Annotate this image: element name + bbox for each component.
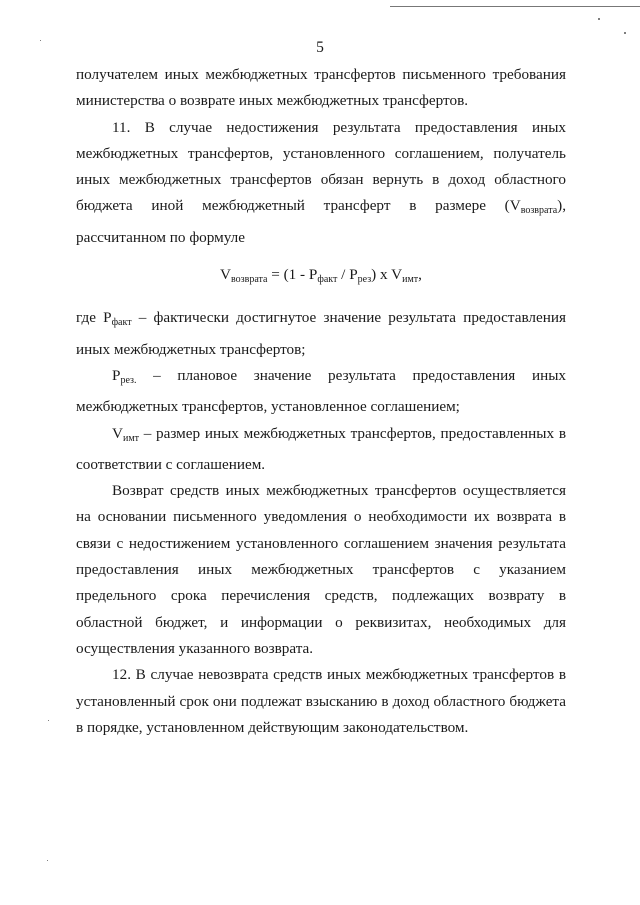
formula (76, 262, 566, 293)
scan-speck (598, 18, 600, 20)
formula-r-sub: рез (357, 274, 372, 286)
scan-speck (624, 32, 626, 34)
formula-i-sub: имт (402, 274, 419, 286)
definition-prez-text: – плановое значение результата предоставления иных межбюджетных трансфертов, установленное соглашением; (76, 366, 566, 416)
formula-part-2: / P (337, 266, 358, 284)
formula-v-sub: возврата (231, 274, 268, 286)
scan-speck (47, 860, 48, 861)
definition-pfakt (76, 305, 566, 363)
scan-edge-line (390, 6, 640, 7)
page-number: 5 (316, 39, 324, 56)
definition-prez (76, 363, 566, 421)
paragraph-item-12: 12. В случае невозврата средств иных межбюджетных трансфертов в установленный срок они подлежат взысканию в доход областного бюджета в порядке, установленном действующим законодательством. (76, 666, 566, 736)
definition-vimt-sub: имт (122, 432, 140, 444)
document-body (76, 62, 566, 741)
formula-v: V (220, 266, 231, 284)
formula-part-3: ) x V (371, 266, 403, 284)
definition-prez-lead: P (112, 366, 121, 384)
definition-pfakt-lead: где P (76, 309, 112, 327)
definition-pfakt-text: – фактически достигнутое значение результата предоставления иных межбюджетных трансфертов; (76, 309, 566, 358)
definition-prez-sub: рез. (120, 374, 137, 386)
definition-pfakt-sub: факт (111, 317, 132, 329)
paragraph-item-11-text: 11. В случае недостижения результата предоставления иных межбюджетных трансфертов, установленного соглашением, получатель иных межбюджетных трансфертов обязан вернуть в доход областного бюджета иной межбюджетный трансферт в размере (V (76, 118, 566, 215)
formula-p-sub: факт (317, 274, 338, 286)
scan-speck (48, 720, 49, 721)
subscript-vozvrata: возврата (520, 205, 558, 217)
definition-vimt (76, 421, 566, 479)
paragraph-item-11-tail: ), рассчитанном по формуле (76, 197, 566, 246)
formula-part-1: = (1 - P (267, 266, 318, 284)
formula-end: , (418, 266, 422, 284)
definition-vimt-lead: V (112, 424, 123, 442)
paragraph-refund: Возврат средств иных межбюджетных трансфертов осуществляется на основании письменного уведомления о необходимости их возврата в связи с недостижением установленного соглашением значения результата предоставления иных межбюджетных трансфертов с указанием предельного срока перечисления средств, подлежащих возврату в областной бюджет, и информации о реквизитах, необходимых для осуществления указанного возврата. (76, 482, 566, 657)
paragraph-item-11 (76, 115, 566, 251)
paragraph-continuation: получателем иных межбюджетных трансфертов письменного требования министерства о возврате иных межбюджетных трансфертов. (76, 66, 566, 110)
definition-vimt-text: – размер иных межбюджетных трансфертов, предоставленных в соответствии с соглашением. (76, 424, 566, 473)
scan-speck (40, 40, 41, 41)
